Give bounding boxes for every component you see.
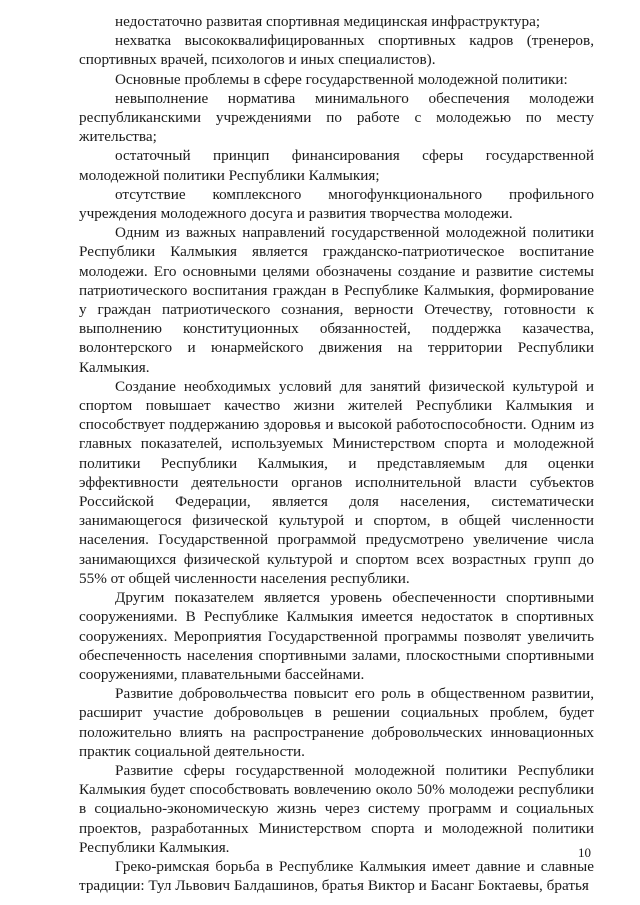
paragraph-no-multifunctional-institution: отсутствие комплексного многофункционального профильного учреждения молодежного досуга и развития творчества молодежи. — [79, 185, 594, 223]
paragraph-patriotic-education: Одним из важных направлений государственной молодежной политики Республики Калмыкия является гражданско-патриотическое воспитание молодежи. Его основными целями обозначены создание и развитие системы патриотического воспитания граждан в Республике Калмыкия, формирование у граждан патриотического сознания, верности Отечеству, готовности к выполнению конституционных обязанностей, поддержка казачества, волонтерского и юнармейского движения на территории Республики Калмыкия. — [79, 224, 594, 376]
paragraph-physical-culture: Создание необходимых условий для занятий физической культурой и спортом повышает качество жизни жителей Республики Калмыкия и способствует поддержанию здоровья и высокой работоспособности. Одним из главных показателей, используемых Министерством спорта и молодежной политики Республики Калмыкия, и представляемым для оценки эффективности деятельности органов исполнительной власти субъектов Российской Федерации, является доля населения, систематически занимающегося физической культурой и спортом, в общей численности населения. Государственной программой предусмотрено увеличение числа занимающихся физической культурой и спортом всех возрастных групп до 55% от общей численности населения республики. — [79, 377, 594, 587]
paragraph-youth-policy-problems-heading: Основные проблемы в сфере государственной молодежной политики: — [115, 70, 568, 88]
paragraph-greco-roman-wrestling: Греко-римская борьба в Республике Калмыкия имеет давние и славные традиции: Тул Львович Балдашинов, братья Виктор и Басанг Боктаевы, братья — [79, 857, 594, 895]
paragraph-sports-facilities: Другим показателем является уровень обеспеченности спортивными сооружениями. В Республике Калмыкия имеется недостаток в спортивных сооружениях. Мероприятия Государственной программы позволят увеличить обеспеченность населения спортивными залами, плоскостными спортивными сооружениями, плавательными бассейнами. — [79, 589, 594, 683]
paragraph-staff-shortage: нехватка высококвалифицированных спортивных кадров (тренеров, спортивных врачей, психологов и иных специалистов). — [79, 32, 594, 69]
paragraph-volunteering: Развитие добровольчества повысит его роль в общественном развитии, расширит участие добровольцев в решении социальных проблем, будет положительно влиять на распространение добровольческих инновационных практик социальной деятельности. — [79, 685, 594, 760]
paragraph-youth-policy-development: Развитие сферы государственной молодежной политики Республики Калмыкия будет способствовать вовлечению около 50% молодежи республики в социально-экономическую жизнь через систему программ и социальных проектов, разработанных Министерством спорта и молодежной политики Республики Калмыкия. — [79, 761, 594, 856]
page-number: 10 — [578, 845, 591, 860]
paragraph-residual-financing: остаточный принцип финансирования сферы государственной молодежной политики Республики Калмыкия; — [79, 147, 594, 184]
paragraph-medical-infrastructure: недостаточно развитая спортивная медицинская инфраструктура; — [115, 13, 541, 30]
paragraph-norm-not-met: невыполнение норматива минимального обеспечения молодежи республиканскими учреждениями по работе с молодежью по месту жительства; — [79, 89, 594, 146]
body-text — [79, 12, 594, 895]
